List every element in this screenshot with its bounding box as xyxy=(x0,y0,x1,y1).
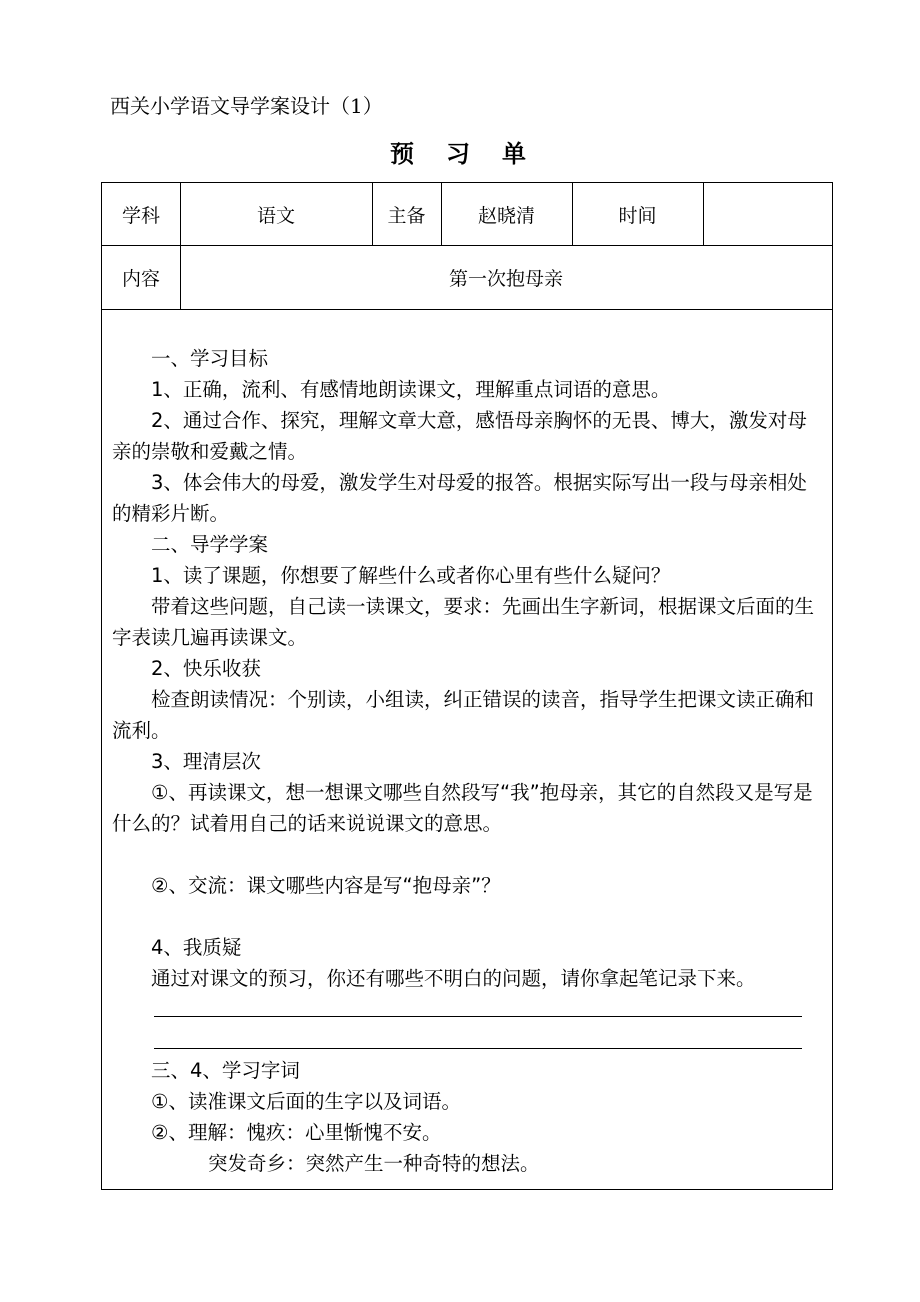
time-label: 时间 xyxy=(618,204,657,227)
blank-space xyxy=(112,901,824,932)
page-title: 预 习 单 xyxy=(390,139,530,168)
section-heading: 二、导学学案 xyxy=(151,533,269,556)
subject-label: 学科 xyxy=(121,204,160,227)
question-text: 带着这些问题，自己读一读课文，要求：先画出生字新词，根据课文后面的生字表读几遍再读课文。 xyxy=(112,595,815,649)
question: 2、快乐收获 xyxy=(151,657,261,680)
blank-space xyxy=(112,994,824,1016)
goal-item: 1、正确，流利、有感情地朗读课文，理解重点词语的意思。 xyxy=(151,378,671,401)
lead-label: 主备 xyxy=(387,204,426,227)
word-item: ②、理解：愧疚：心里惭愧不安。 xyxy=(151,1121,442,1144)
word-item: ①、读准课文后面的生字以及词语。 xyxy=(151,1090,461,1113)
subject-value: 语文 xyxy=(256,204,295,227)
blank-space xyxy=(112,839,824,870)
question: 4、我质疑 xyxy=(151,936,242,959)
goal-item: 2、通过合作、探究，理解文章大意，感悟母亲胸怀的无畏、博大，激发对母亲的崇敬和爱戴之情。 xyxy=(112,409,807,463)
row-divider xyxy=(102,309,832,310)
goal-item: 3、体会伟大的母爱，激发学生对母爱的报答。根据实际写出一段与母亲相处的精彩片断。 xyxy=(112,471,807,525)
question-text: ①、再读课文，想一想课文哪些自然段写“我”抱母亲，其它的自然段又是写是什么的？试着用自己的话来说说课文的意思。 xyxy=(112,781,813,835)
lesson-body xyxy=(112,343,824,1179)
question-text: ②、交流：课文哪些内容是写“抱母亲”？ xyxy=(151,874,501,897)
word-item: 突发奇乡：突然产生一种奇特的想法。 xyxy=(208,1152,540,1175)
question: 1、读了课题，你想要了解些什么或者你心里有些什么疑问？ xyxy=(151,564,671,587)
content-label: 内容 xyxy=(121,267,160,290)
blank-space xyxy=(112,1017,824,1048)
section-heading: 一、学习目标 xyxy=(151,347,269,370)
time-value xyxy=(703,183,832,245)
question-text: 检查朗读情况：个别读，小组读，纠正错误的读音，指导学生把课文读正确和流利。 xyxy=(112,688,815,742)
question-text: 通过对课文的预习，你还有哪些不明白的问题，请你拿起笔记录下来。 xyxy=(151,967,756,990)
section-heading: 三、4、学习字词 xyxy=(151,1059,300,1082)
content-value: 第一次抱母亲 xyxy=(448,267,563,290)
lead-value: 赵晓清 xyxy=(477,204,535,227)
question: 3、理清层次 xyxy=(151,750,261,773)
lesson-table xyxy=(101,182,833,1190)
document-header: 西关小学语文导学案设计（1） xyxy=(110,94,383,118)
